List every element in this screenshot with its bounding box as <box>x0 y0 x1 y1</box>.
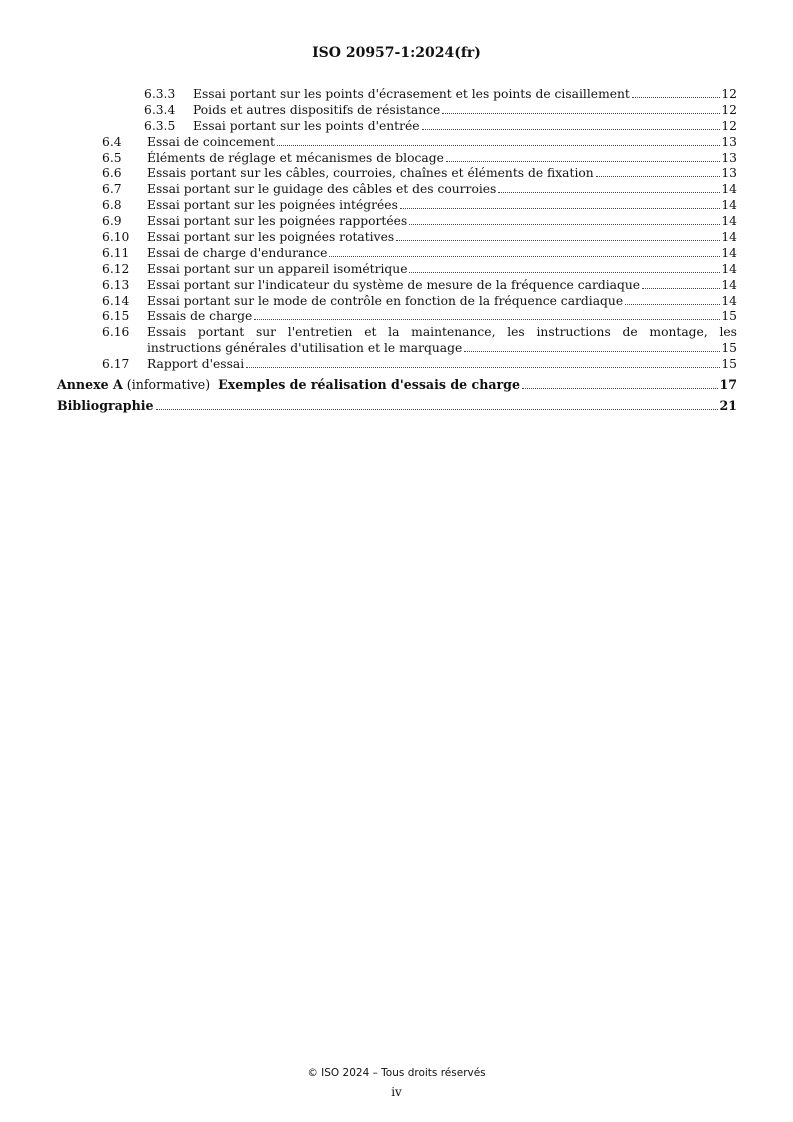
toc-entry-page: 14 <box>721 198 737 213</box>
toc-entry-number: 6.14 <box>102 293 130 308</box>
annex-type: (informative) <box>126 377 211 393</box>
toc-entry-page: 13 <box>721 166 737 181</box>
toc-entry-page: 14 <box>721 261 737 276</box>
dot-leader <box>464 350 720 352</box>
dot-leader <box>422 128 721 130</box>
toc-entry-title: Essai de coincement <box>147 134 275 149</box>
toc-entry-number: 6.13 <box>102 277 130 292</box>
toc-entry-page: 12 <box>721 118 737 133</box>
dot-leader <box>625 303 720 305</box>
toc-entry-page: 15 <box>721 341 737 356</box>
toc-entry-title: Essai portant sur un appareil isométrique <box>147 261 408 276</box>
dot-leader <box>409 271 720 273</box>
toc-entry-number: 6.6 <box>102 166 122 181</box>
toc-entry-number: 6.15 <box>102 309 130 324</box>
toc-entry-page: 14 <box>721 230 737 245</box>
toc-entry-title-line1: Essais portant sur l'entretien et la maintenance, les instructions de montage, les <box>147 325 737 340</box>
toc-entry-title: Essai portant sur les points d'écrasement et les points de cisaillement <box>193 87 630 101</box>
dot-leader <box>396 239 720 241</box>
toc-entry-title: Essais portant sur les câbles, courroies, chaînes et éléments de fixation <box>147 166 594 181</box>
toc-entry-number: 6.7 <box>102 182 122 197</box>
toc-entry-6-12[interactable] <box>57 262 737 278</box>
toc-entry-6-17[interactable] <box>57 357 737 373</box>
toc-entry-title: Éléments de réglage et mécanismes de blocage <box>147 150 444 165</box>
toc-entry-6-11[interactable] <box>57 246 737 262</box>
toc-entry-number: 6.11 <box>102 245 130 260</box>
toc-entry-6-15[interactable] <box>57 309 737 325</box>
copyright-notice: © ISO 2024 – Tous droits réservés <box>307 1067 486 1079</box>
toc-entry-title: Essais de charge <box>147 309 253 324</box>
toc-entry-6-8[interactable] <box>57 198 737 214</box>
toc-entry-6-3-4[interactable] <box>57 103 737 119</box>
toc-entry-page: 14 <box>721 277 737 292</box>
toc-entry-number: 6.4 <box>102 134 122 149</box>
toc-entry-number: 6.8 <box>102 198 122 213</box>
toc-entry-6-3-5[interactable] <box>57 119 737 135</box>
toc-entry-title: Essai portant sur les points d'entrée <box>193 118 420 133</box>
toc-entry-title: Essai portant sur l'indicateur du système de mesure de la fréquence cardiaque <box>147 277 641 292</box>
dot-leader <box>246 366 720 368</box>
toc-entry-page: 13 <box>721 134 737 149</box>
toc-entry-6-10[interactable] <box>57 230 737 246</box>
toc-entry-number: 6.17 <box>102 357 130 372</box>
dot-leader <box>254 318 720 320</box>
annex-label: Annexe A <box>57 377 123 393</box>
toc-entry-6-7[interactable] <box>57 182 737 198</box>
dot-leader <box>442 112 720 114</box>
toc-entry-page: 14 <box>721 182 737 197</box>
toc-entry-number: 6.3.3 <box>144 87 176 101</box>
dot-leader <box>156 408 719 410</box>
dot-leader <box>498 191 720 193</box>
toc-entry-6-16[interactable] <box>57 325 737 357</box>
table-of-contents <box>57 87 737 416</box>
toc-entry-number: 6.9 <box>102 214 122 229</box>
dot-leader <box>329 255 720 257</box>
dot-leader <box>446 160 720 162</box>
toc-entry-bibliography[interactable] <box>57 395 737 416</box>
toc-entry-page: 14 <box>721 245 737 260</box>
toc-entry-number: 6.10 <box>102 230 130 245</box>
dot-leader <box>642 287 720 289</box>
toc-entry-page: 13 <box>721 150 737 165</box>
toc-entry-page: 12 <box>721 102 737 117</box>
toc-entry-page: 12 <box>721 87 737 101</box>
toc-entry-number: 6.16 <box>102 325 130 340</box>
toc-entry-title: Essai portant sur les poignées intégrées <box>147 198 398 213</box>
toc-entry-page: 14 <box>721 214 737 229</box>
document-header: ISO 20957-1:2024(fr) <box>312 45 481 61</box>
toc-entry-page: 21 <box>719 398 737 414</box>
toc-entry-title: Essai portant sur les poignées rotatives <box>147 230 395 245</box>
toc-entry-title: Essai portant sur les poignées rapportées <box>147 214 408 229</box>
toc-entry-page: 14 <box>721 293 737 308</box>
toc-entry-title-line2: instructions générales d'utilisation et le marquage <box>147 341 463 356</box>
toc-entry-page: 17 <box>719 377 737 393</box>
toc-entry-title: Essai portant sur le guidage des câbles et des courroies <box>147 182 497 197</box>
annex-title: Exemples de réalisation d'essais de charge <box>218 377 520 393</box>
dot-leader <box>409 223 720 225</box>
page-number: iv <box>391 1085 402 1099</box>
dot-leader <box>522 387 719 389</box>
bibliography-title: Bibliographie <box>57 398 154 414</box>
toc-entry-annex-a[interactable] <box>57 374 737 395</box>
dot-leader <box>632 96 720 98</box>
toc-entry-6-13[interactable] <box>57 278 737 294</box>
toc-entry-6-9[interactable] <box>57 214 737 230</box>
toc-entry-6-4[interactable] <box>57 135 737 151</box>
toc-entry-page: 15 <box>721 309 737 324</box>
toc-entry-number: 6.5 <box>102 150 122 165</box>
toc-entry-page: 15 <box>721 357 737 372</box>
toc-entry-6-5[interactable] <box>57 151 737 167</box>
toc-entry-number: 6.12 <box>102 261 130 276</box>
dot-leader <box>277 144 720 146</box>
toc-entry-title: Poids et autres dispositifs de résistance <box>193 102 441 117</box>
toc-entry-6-6[interactable] <box>57 166 737 182</box>
toc-entry-number: 6.3.4 <box>144 102 176 117</box>
toc-entry-title: Essai portant sur le mode de contrôle en fonction de la fréquence cardiaque <box>147 293 624 308</box>
dot-leader <box>596 175 721 177</box>
toc-entry-number: 6.3.5 <box>144 118 176 133</box>
toc-entry-title: Essai de charge d'endurance <box>147 245 328 260</box>
toc-entry-6-14[interactable] <box>57 294 737 310</box>
toc-entry-6-3-3[interactable] <box>57 87 737 103</box>
dot-leader <box>400 207 720 209</box>
toc-entry-title: Rapport d'essai <box>147 357 245 372</box>
